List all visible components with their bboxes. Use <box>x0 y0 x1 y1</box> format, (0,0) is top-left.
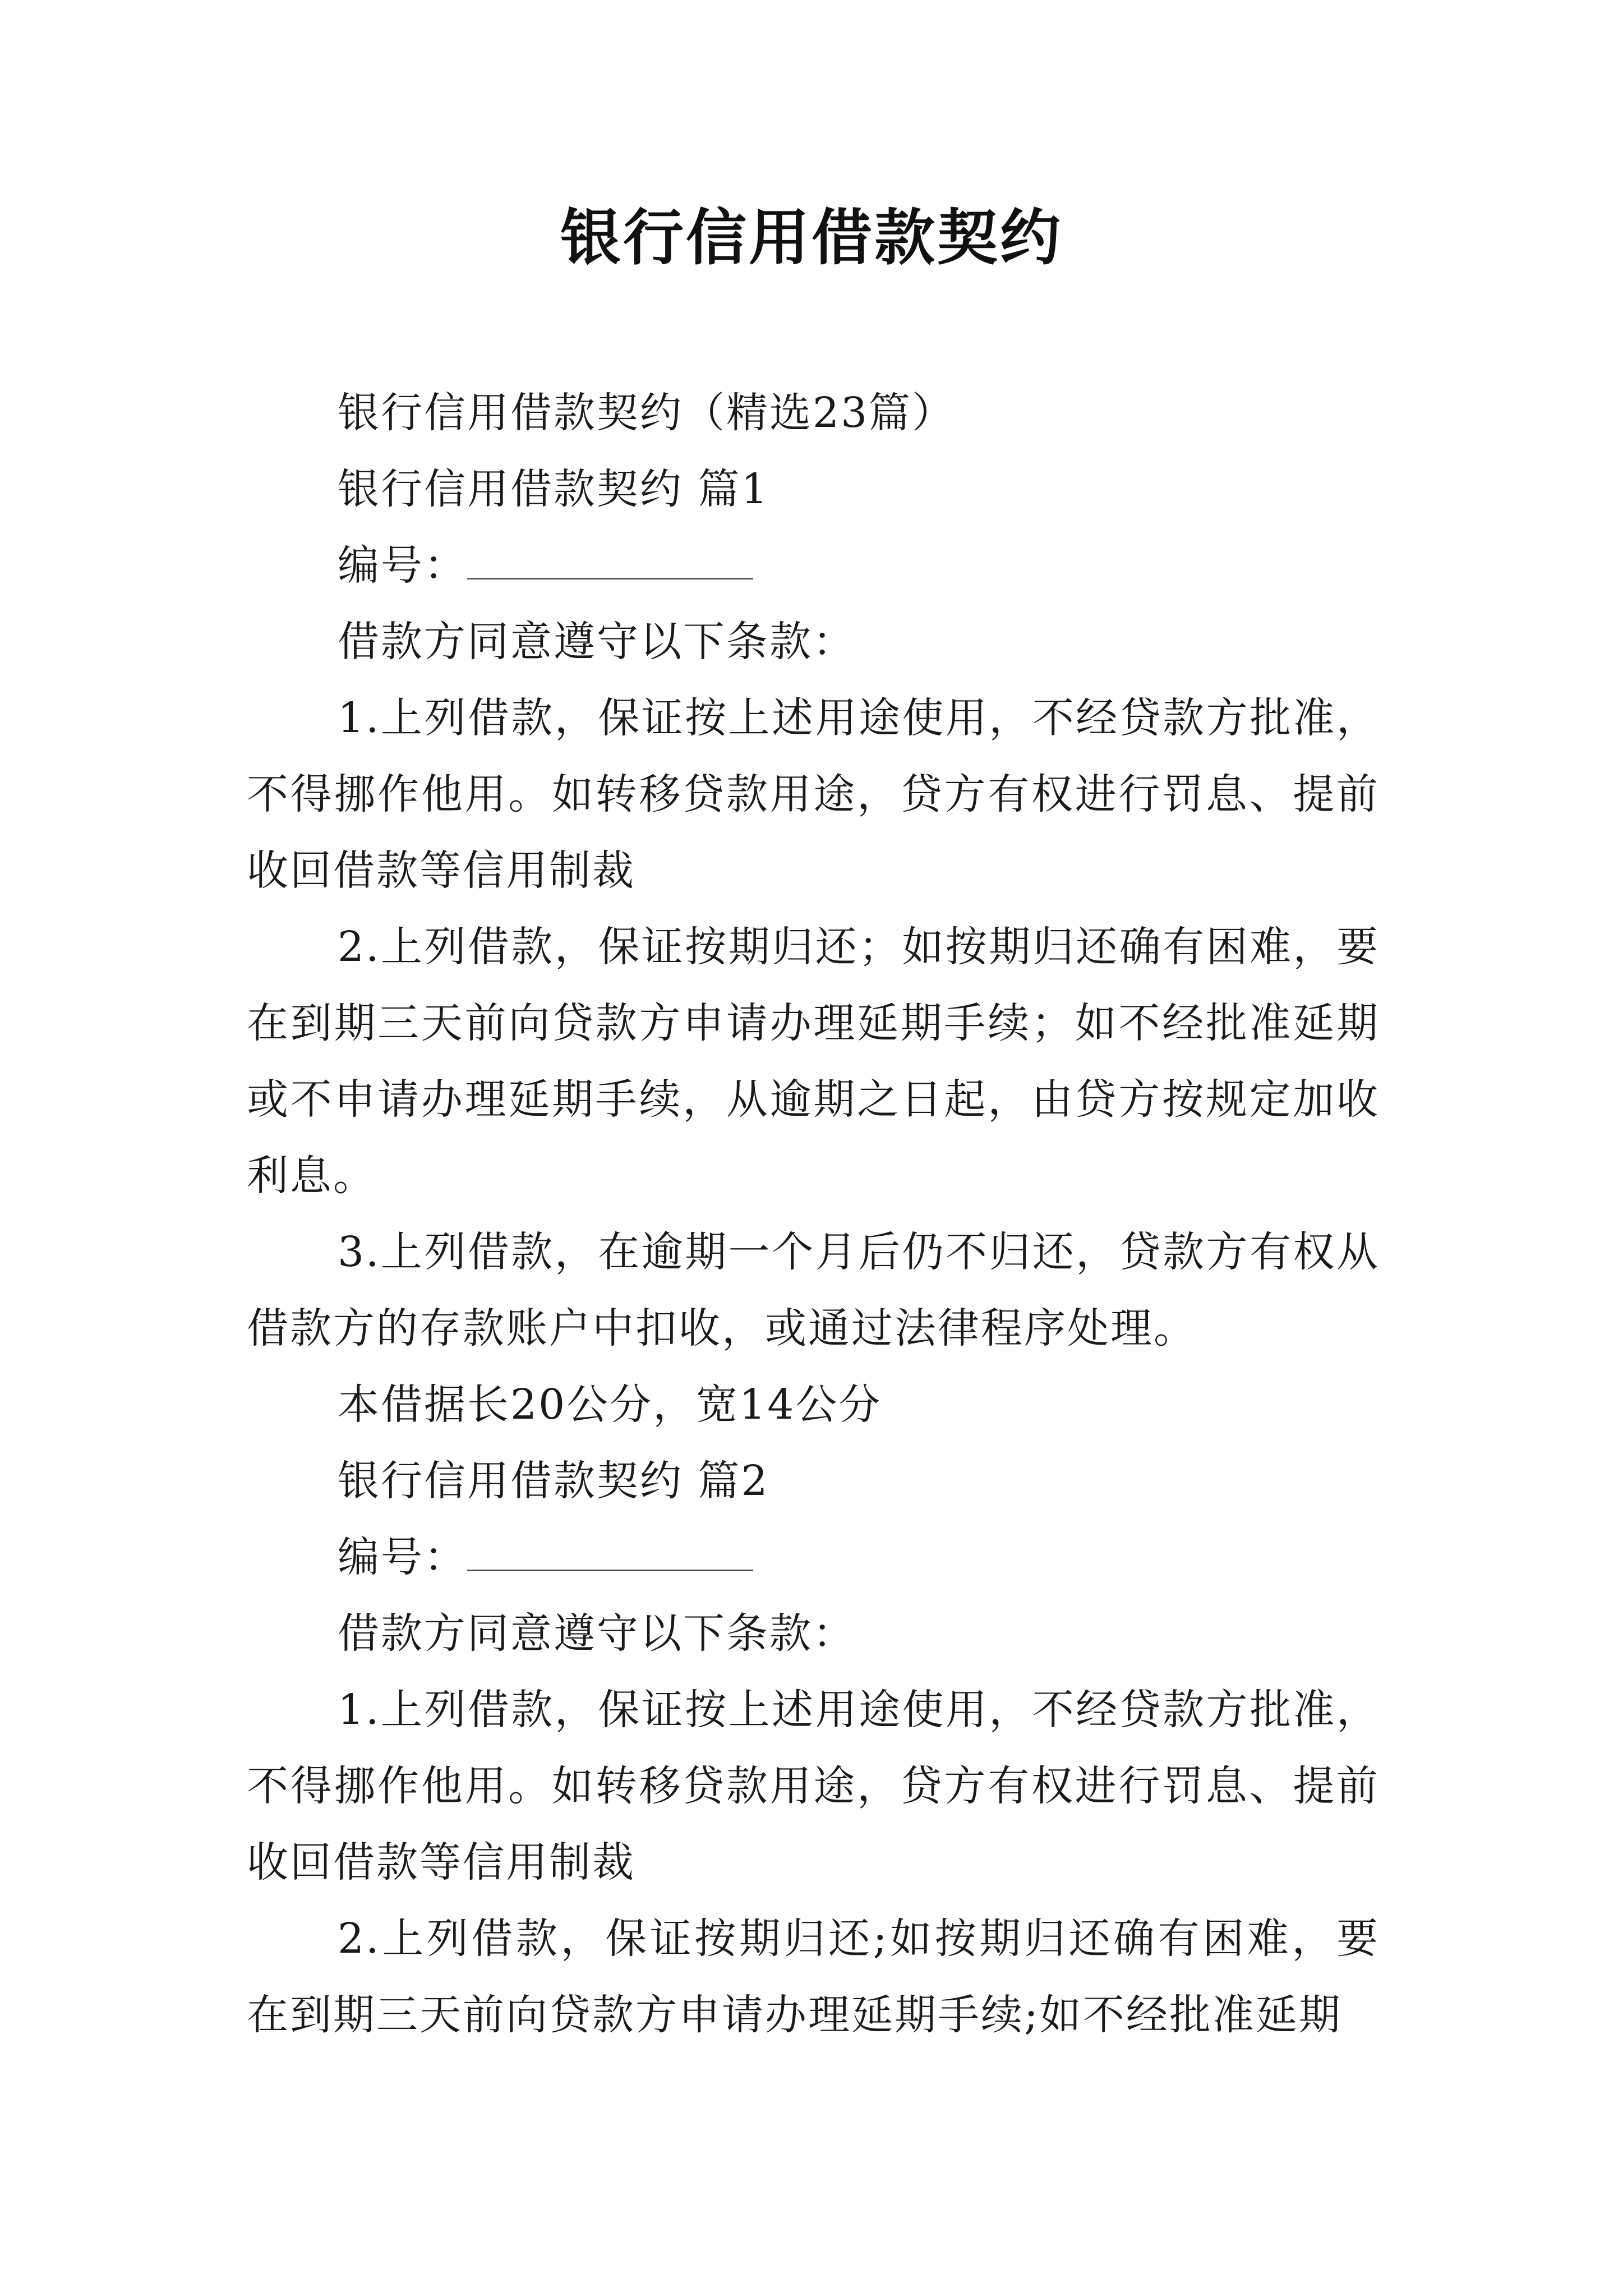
paragraph-text: 2.上列借款，保证按期归还;如按期归还确有困难，要在到期三天前向贷款方申请办理延期手续;如不经批准延期 <box>247 1915 1380 2039</box>
paragraph-text: 1.上列借款，保证按上述用途使用，不经贷款方批准，不得挪作他用。如转移贷款用途，贷方有权进行罚息、提前收回借款等信用制裁 <box>247 1686 1380 1887</box>
paragraph-number-field <box>247 1519 1380 1595</box>
paragraph-text: 借款方同意遵守以下条款： <box>338 618 856 666</box>
number-blank-line <box>467 1528 753 1571</box>
document-body <box>247 375 1380 2053</box>
paragraph-text: 银行信用借款契约 篇1 <box>338 465 769 513</box>
number-label: 编号： <box>338 541 467 590</box>
paragraph-text: 1.上列借款，保证按上述用途使用，不经贷款方批准，不得挪作他用。如转移贷款用途，贷方有权进行罚息、提前收回借款等信用制裁 <box>247 694 1380 895</box>
paragraph-clause <box>247 680 1380 909</box>
number-label: 编号： <box>338 1533 467 1581</box>
paragraph-text: 本借据长20公分，宽14公分 <box>338 1381 882 1429</box>
paragraph-number-field <box>247 527 1380 604</box>
number-blank-line <box>467 536 753 579</box>
paragraph-text: 银行信用借款契约 篇2 <box>338 1457 769 1505</box>
paragraph-clause <box>247 1214 1380 1366</box>
paragraph-section-heading <box>247 451 1380 527</box>
paragraph-text: 借款方同意遵守以下条款： <box>338 1609 856 1658</box>
paragraph-section-heading <box>247 1443 1380 1519</box>
paragraph-clause <box>247 909 1380 1214</box>
paragraph-text: 银行信用借款契约（精选23篇） <box>338 389 956 437</box>
paragraph-text: 3.上列借款，在逾期一个月后仍不归还，贷款方有权从借款方的存款账户中扣收，或通过法律程序处理。 <box>247 1228 1380 1352</box>
document-title: 银行信用借款契约 <box>560 203 1063 273</box>
paragraph-text: 2.上列借款，保证按期归还；如按期归还确有困难，要在到期三天前向贷款方申请办理延期手续；如不经批准延期或不申请办理延期手续，从逾期之日起，由贷方按规定加收利息。 <box>247 923 1380 1200</box>
paragraph-clause <box>247 1672 1380 1901</box>
paragraph-clause <box>247 1901 1380 2053</box>
paragraph-note <box>247 1366 1380 1443</box>
paragraph-intro <box>247 1595 1380 1672</box>
paragraph-intro <box>247 604 1380 680</box>
paragraph-subtitle <box>247 375 1380 451</box>
